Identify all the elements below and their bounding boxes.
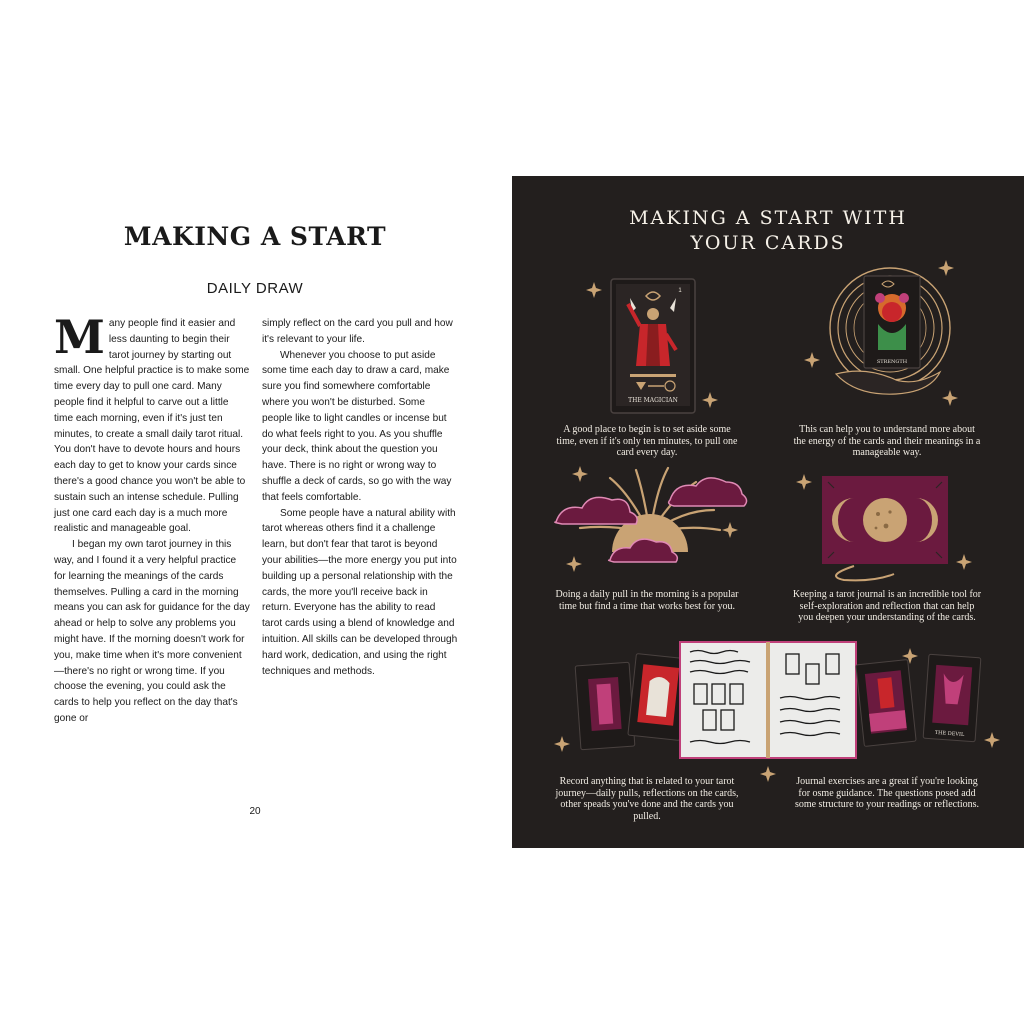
- page-number: 20: [249, 806, 261, 817]
- title-line-1: MAKING A START WITH: [629, 207, 907, 229]
- caption-exercises: Journal exercises are a great if you're looking for osme guidance. The questions posed add some structure to your readings or reflections.: [794, 776, 980, 810]
- drop-cap: M: [54, 310, 105, 364]
- card-label: THE MAGICIAN: [628, 397, 678, 404]
- right-page: [512, 176, 1024, 848]
- sparkle-decorations: [512, 176, 1024, 848]
- card-label: STRENGTH: [876, 359, 908, 365]
- caption-daily-pull: A good place to begin is to set aside some time, even if it's only ten minutes, to pull one card every day.: [556, 424, 738, 458]
- text-column-2: [262, 316, 458, 679]
- caption-journal: Keeping a tarot journal is an incredible tool for self-exploration and reflection that can help you deepen your understanding of the cards.: [792, 589, 982, 623]
- card-label: THE DEVIL: [934, 729, 965, 738]
- paragraph: Whenever you choose to put aside some time each day to draw a card, make sure you find somewhere comfortable where you won't be disturbed. Some people like to light candles or incense but do what feels right to you. As you shuffle your deck, think about the question you have. There is no right or wrong way to shuffle a deck of cards, so go with the way that feels comfortable.: [262, 349, 452, 503]
- paragraph: I began my own tarot journey in this way, and I found it a very helpful practice for learning the meanings of the cards themselves. Pulling a card in the morning means you can ask for guidance for the day ahead or help to solve any problems you might have. If the morning doesn't work for you, make time when it's more convenient—there's no right or wrong time. If you choose the evening, you could ask the cards to help you reflect on the day that's gone or: [54, 539, 250, 724]
- title-line-2: YOUR CARDS: [690, 232, 846, 254]
- text-column-1: [54, 310, 250, 727]
- caption-energy: This can help you to understand more about the energy of the cards and their meanings in a manageable way.: [793, 424, 981, 458]
- card-number: 1: [678, 288, 682, 294]
- caption-morning: Doing a daily pull in the morning is a popular time but find a time that works best for you.: [555, 589, 739, 612]
- paragraph: simply reflect on the card you pull and how it's relevant to your life.: [262, 318, 453, 345]
- caption-record: Record anything that is related to your tarot journey—daily pulls, reflections on the cards, other speads you've done and the cards you pulled.: [555, 776, 739, 822]
- paragraph: Some people have a natural ability with tarot whereas others find it a challenge learn, but don't fear that tarot is beyond your abilities—the more energy you put into building up a personal relationship with the cards, the more you'll receive back in return. Everyone has the ability to read tarot cards using a blend of knowledge and intuition. All skills can be developed through hard work, dedication, and using the right techniques and methods.: [262, 507, 458, 677]
- page-title: MAKING A START: [123, 222, 387, 251]
- paragraph: Many people find it easier and less daunting to begin their tarot journey by starting out small. One helpful practice is to make some time every day to pull one card. Many people find it helpful to carve out a little time each morning, even if it's just ten minutes, to create a small daily tarot ritual. You don't have to devote hours and hours each day to get to know your cards since there's a good chance you won't be able to sustain such an intense schedule. Pulling just one card each day is a much more realistic and manageable goal.: [54, 310, 250, 535]
- section-heading: DAILY DRAW: [206, 280, 304, 297]
